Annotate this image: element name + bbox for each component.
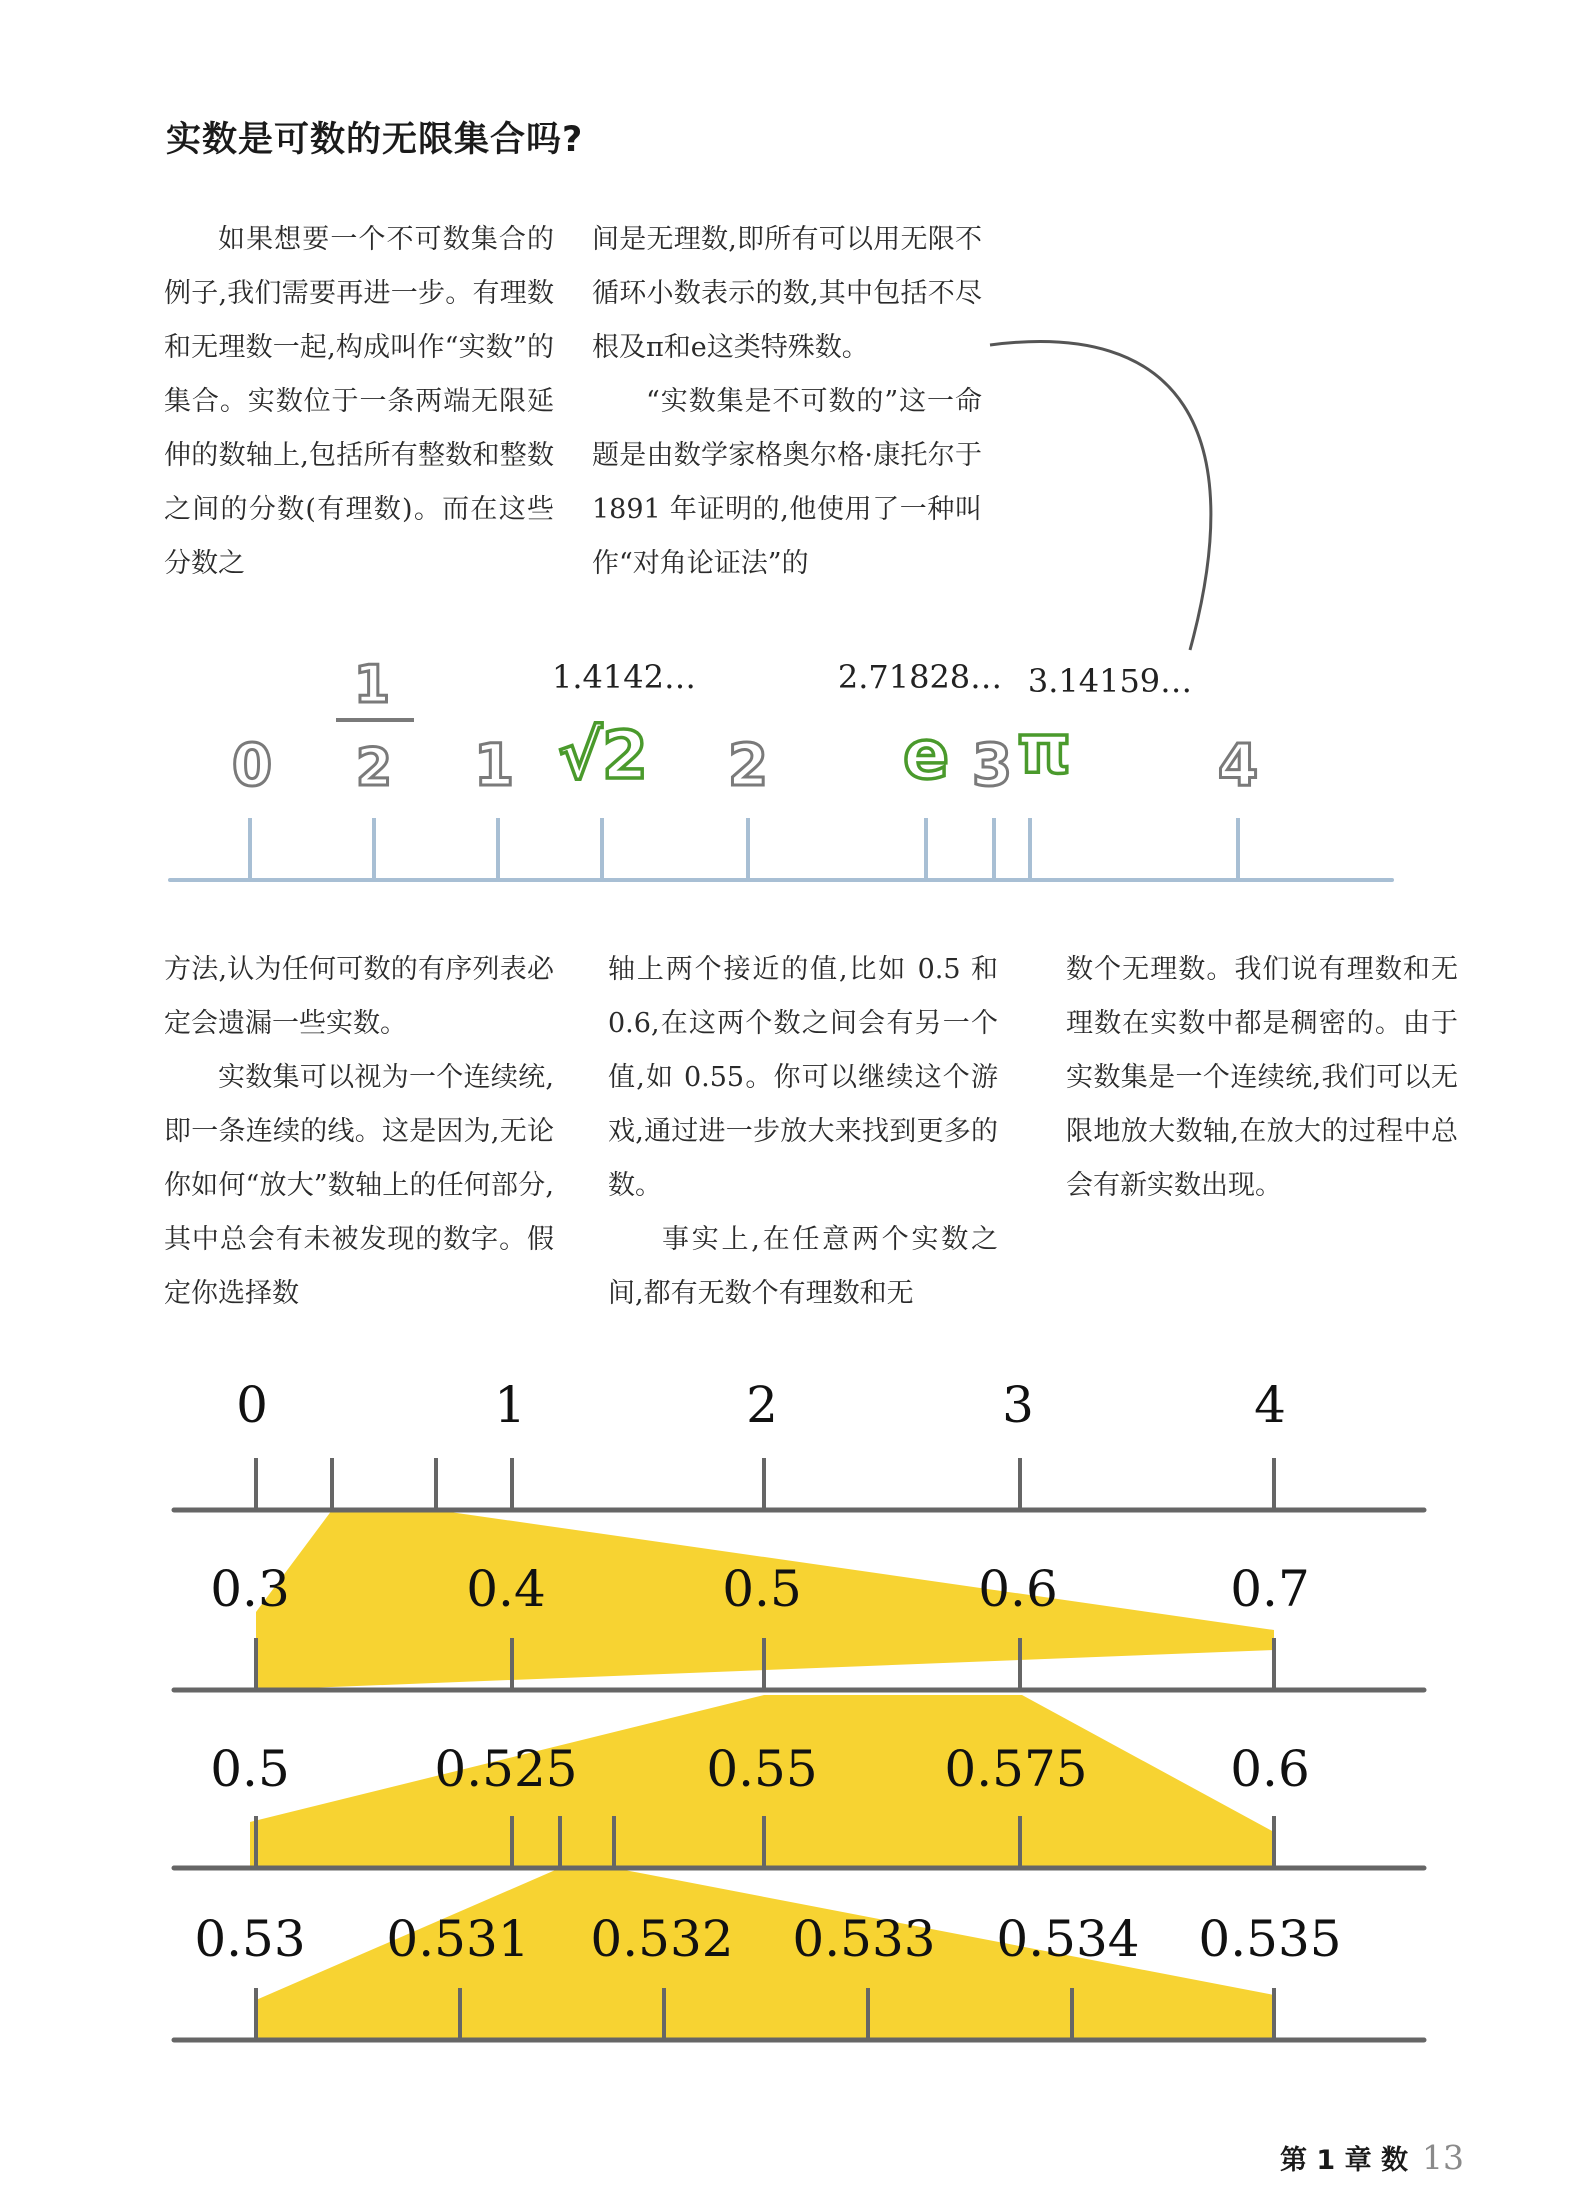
numeral-0: 0	[231, 731, 273, 799]
zoom-label: 2	[746, 1376, 778, 1434]
numeral-sqrt2: √2	[558, 717, 648, 794]
numeral-4: 4	[1217, 731, 1259, 799]
zoom-illustration	[174, 1376, 1424, 2040]
chapter-label: 第 1 章 数	[1280, 2145, 1408, 2176]
value-pi: 3.14159…	[1027, 662, 1193, 700]
numeral-pi: π	[1017, 710, 1071, 789]
section-heading: 实数是可数的无限集合吗?	[166, 120, 584, 160]
zoom-label: 0.4	[466, 1560, 546, 1618]
page-number: 13	[1422, 2138, 1464, 2177]
zoom-label: 0.7	[1230, 1560, 1310, 1618]
zoom-label: 0.3	[210, 1560, 290, 1618]
zoom-label: 0.5	[722, 1560, 802, 1618]
zoom-label: 0.53	[194, 1910, 306, 1968]
zoom-label: 0.533	[792, 1910, 936, 1968]
numeral-3: 3	[971, 731, 1013, 799]
zoom-label: 0.532	[590, 1910, 734, 1968]
zoom-label: 0.5	[210, 1740, 290, 1798]
value-e: 2.71828…	[837, 658, 1003, 696]
paragraph: 事实上,在任意两个实数之间,都有无数个有理数和无	[608, 1224, 998, 1309]
numeral-2: 2	[727, 731, 769, 799]
paragraph: 间是无理数,即所有可以用无限不循环小数表示的数,其中包括不尽根及π和e这类特殊数。	[592, 224, 982, 363]
zoom-label: 0.6	[1230, 1740, 1310, 1798]
pointer-arrow	[990, 342, 1211, 650]
paragraph: 实数集可以视为一个连续统,即一条连续的线。这是因为,无论你如何“放大”数轴上的任何部分,其中总会有未被发现的数字。假定你选择数	[164, 1062, 554, 1309]
zoom-label: 0.531	[386, 1910, 530, 1968]
zoom-label: 0.575	[944, 1740, 1088, 1798]
zoom-label: 0.525	[434, 1740, 578, 1798]
zoom-label: 4	[1254, 1376, 1286, 1434]
numeral-half-numerator: 1	[353, 655, 391, 715]
paragraph: 方法,认为任何可数的有序列表必定会遗漏一些实数。	[164, 954, 554, 1039]
numeral-1: 1	[473, 731, 515, 799]
page-footer	[1280, 2138, 1464, 2177]
paragraph: 数个无理数。我们说有理数和无理数在实数中都是稠密的。由于实数集是一个连续统,我们可以无限地放大数轴,在放大的过程中总会有新实数出现。	[1066, 954, 1458, 1201]
zoom-label: 0.6	[978, 1560, 1058, 1618]
zoom-label: 0	[236, 1376, 268, 1434]
numeral-half-denominator: 2	[355, 738, 393, 798]
zoom-label: 0.534	[996, 1910, 1140, 1968]
zoom-label: 1	[494, 1376, 526, 1434]
value-sqrt2: 1.4142…	[552, 658, 696, 696]
numeral-e: e	[902, 716, 950, 795]
zoom-label: 0.55	[706, 1740, 818, 1798]
zoom-label: 3	[1002, 1376, 1034, 1434]
zoom-label: 0.535	[1198, 1910, 1342, 1968]
paragraph: 如果想要一个不可数集合的例子,我们需要再进一步。有理数和无理数一起,构成叫作“实数”的集合。实数位于一条两端无限延伸的数轴上,包括所有整数和整数之间的分数(有理数)。而在这些分数之	[164, 224, 554, 579]
paragraph: “实数集是不可数的”这一命题是由数学家格奥尔格·康托尔于 1891 年证明的,他使用了一种叫作“对角论证法”的	[592, 386, 982, 579]
paragraph: 轴上两个接近的值,比如 0.5 和 0.6,在这两个数之间会有另一个值,如 0.55。你可以继续这个游戏,通过进一步放大来找到更多的数。	[608, 954, 998, 1201]
number-line-ticks	[250, 818, 1238, 878]
